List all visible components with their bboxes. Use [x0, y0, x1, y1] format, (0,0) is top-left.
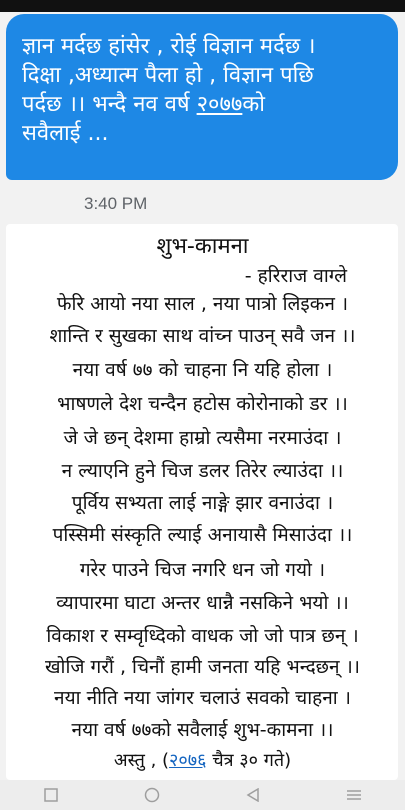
poem-line: नया वर्ष ७७ को चाहना नि यहि होला । [72, 359, 333, 381]
footer-date-link[interactable]: २०७६ [169, 750, 207, 771]
message-line: ज्ञान मर्दछ हांसेर , रोई विज्ञान मर्दछ । [22, 34, 316, 59]
message-bubble[interactable] [6, 14, 398, 180]
poem-line: पस्सिमी संस्कृति ल्याई अनायासै मिसाउंदा ।। [52, 524, 353, 546]
poem-line: शान्ति र सुखका साथ वांच्न पाउन् सवै जन ।। [49, 325, 356, 347]
poem-line: विकाश र सम्वृध्दिको वाधक जो जो पात्र छन् । [46, 625, 359, 647]
poem-line: नया वर्ष ७७को सवैलाई शुभ-कामना ।। [71, 719, 334, 741]
menu-icon[interactable] [344, 785, 364, 805]
circle-icon[interactable] [142, 785, 162, 805]
poem-line: न ल्याएनि हुने चिज डलर तिरेर ल्याउंदा ।। [61, 460, 344, 482]
message-line: दिक्षा ,अध्यात्म पैला हो , विज्ञान पछि [22, 63, 314, 88]
message-text: को [242, 92, 265, 117]
footer-text: चैत्र ३० गते) [206, 750, 292, 771]
poem-title: शुभ-कामना [156, 234, 249, 259]
poem-footer [0, 748, 405, 772]
poem-author: - हरिराज वाग्ले [244, 265, 347, 287]
poem-line: पूर्विय सभ्यता लाई नाङ्गे झार वनाउंदा । [71, 492, 334, 514]
poem-line: जे जे छन् देशमा हाम्रो त्यसैमा नरमाउंदा । [63, 427, 342, 449]
message-line: सवैलाई ... [22, 121, 109, 146]
poem-line: फेरि आयो नया साल , नया पात्रो लिइकन । [56, 293, 349, 315]
square-icon[interactable] [41, 785, 61, 805]
poem-line: नया नीति नया जांगर चलाउं सवको चाहना । [54, 687, 351, 709]
status-bar [0, 0, 405, 12]
triangle-back-icon[interactable] [243, 785, 263, 805]
message-line [22, 90, 384, 119]
navigation-bar [0, 780, 405, 810]
footer-text: अस्तु , ( [113, 750, 170, 771]
poem-line: भाषणले देश चन्दैन हटोस कोरोनाको डर ।। [57, 393, 348, 415]
poem-line: खोजि गरौं , चिनौं हामी जनता यहि भन्दछन् ।। [45, 656, 360, 678]
message-year-link[interactable]: २०७७ [196, 92, 243, 117]
poem-line: गरेर पाउने चिज नगरि धन जो गयो । [79, 559, 326, 581]
poem-line: व्यापारमा घाटा अन्तर धान्नै नसकिने भयो ।। [56, 592, 349, 614]
message-text: पर्दछ ।। भन्दै नव वर्ष [22, 92, 197, 117]
message-timestamp: 3:40 PM [84, 194, 148, 213]
